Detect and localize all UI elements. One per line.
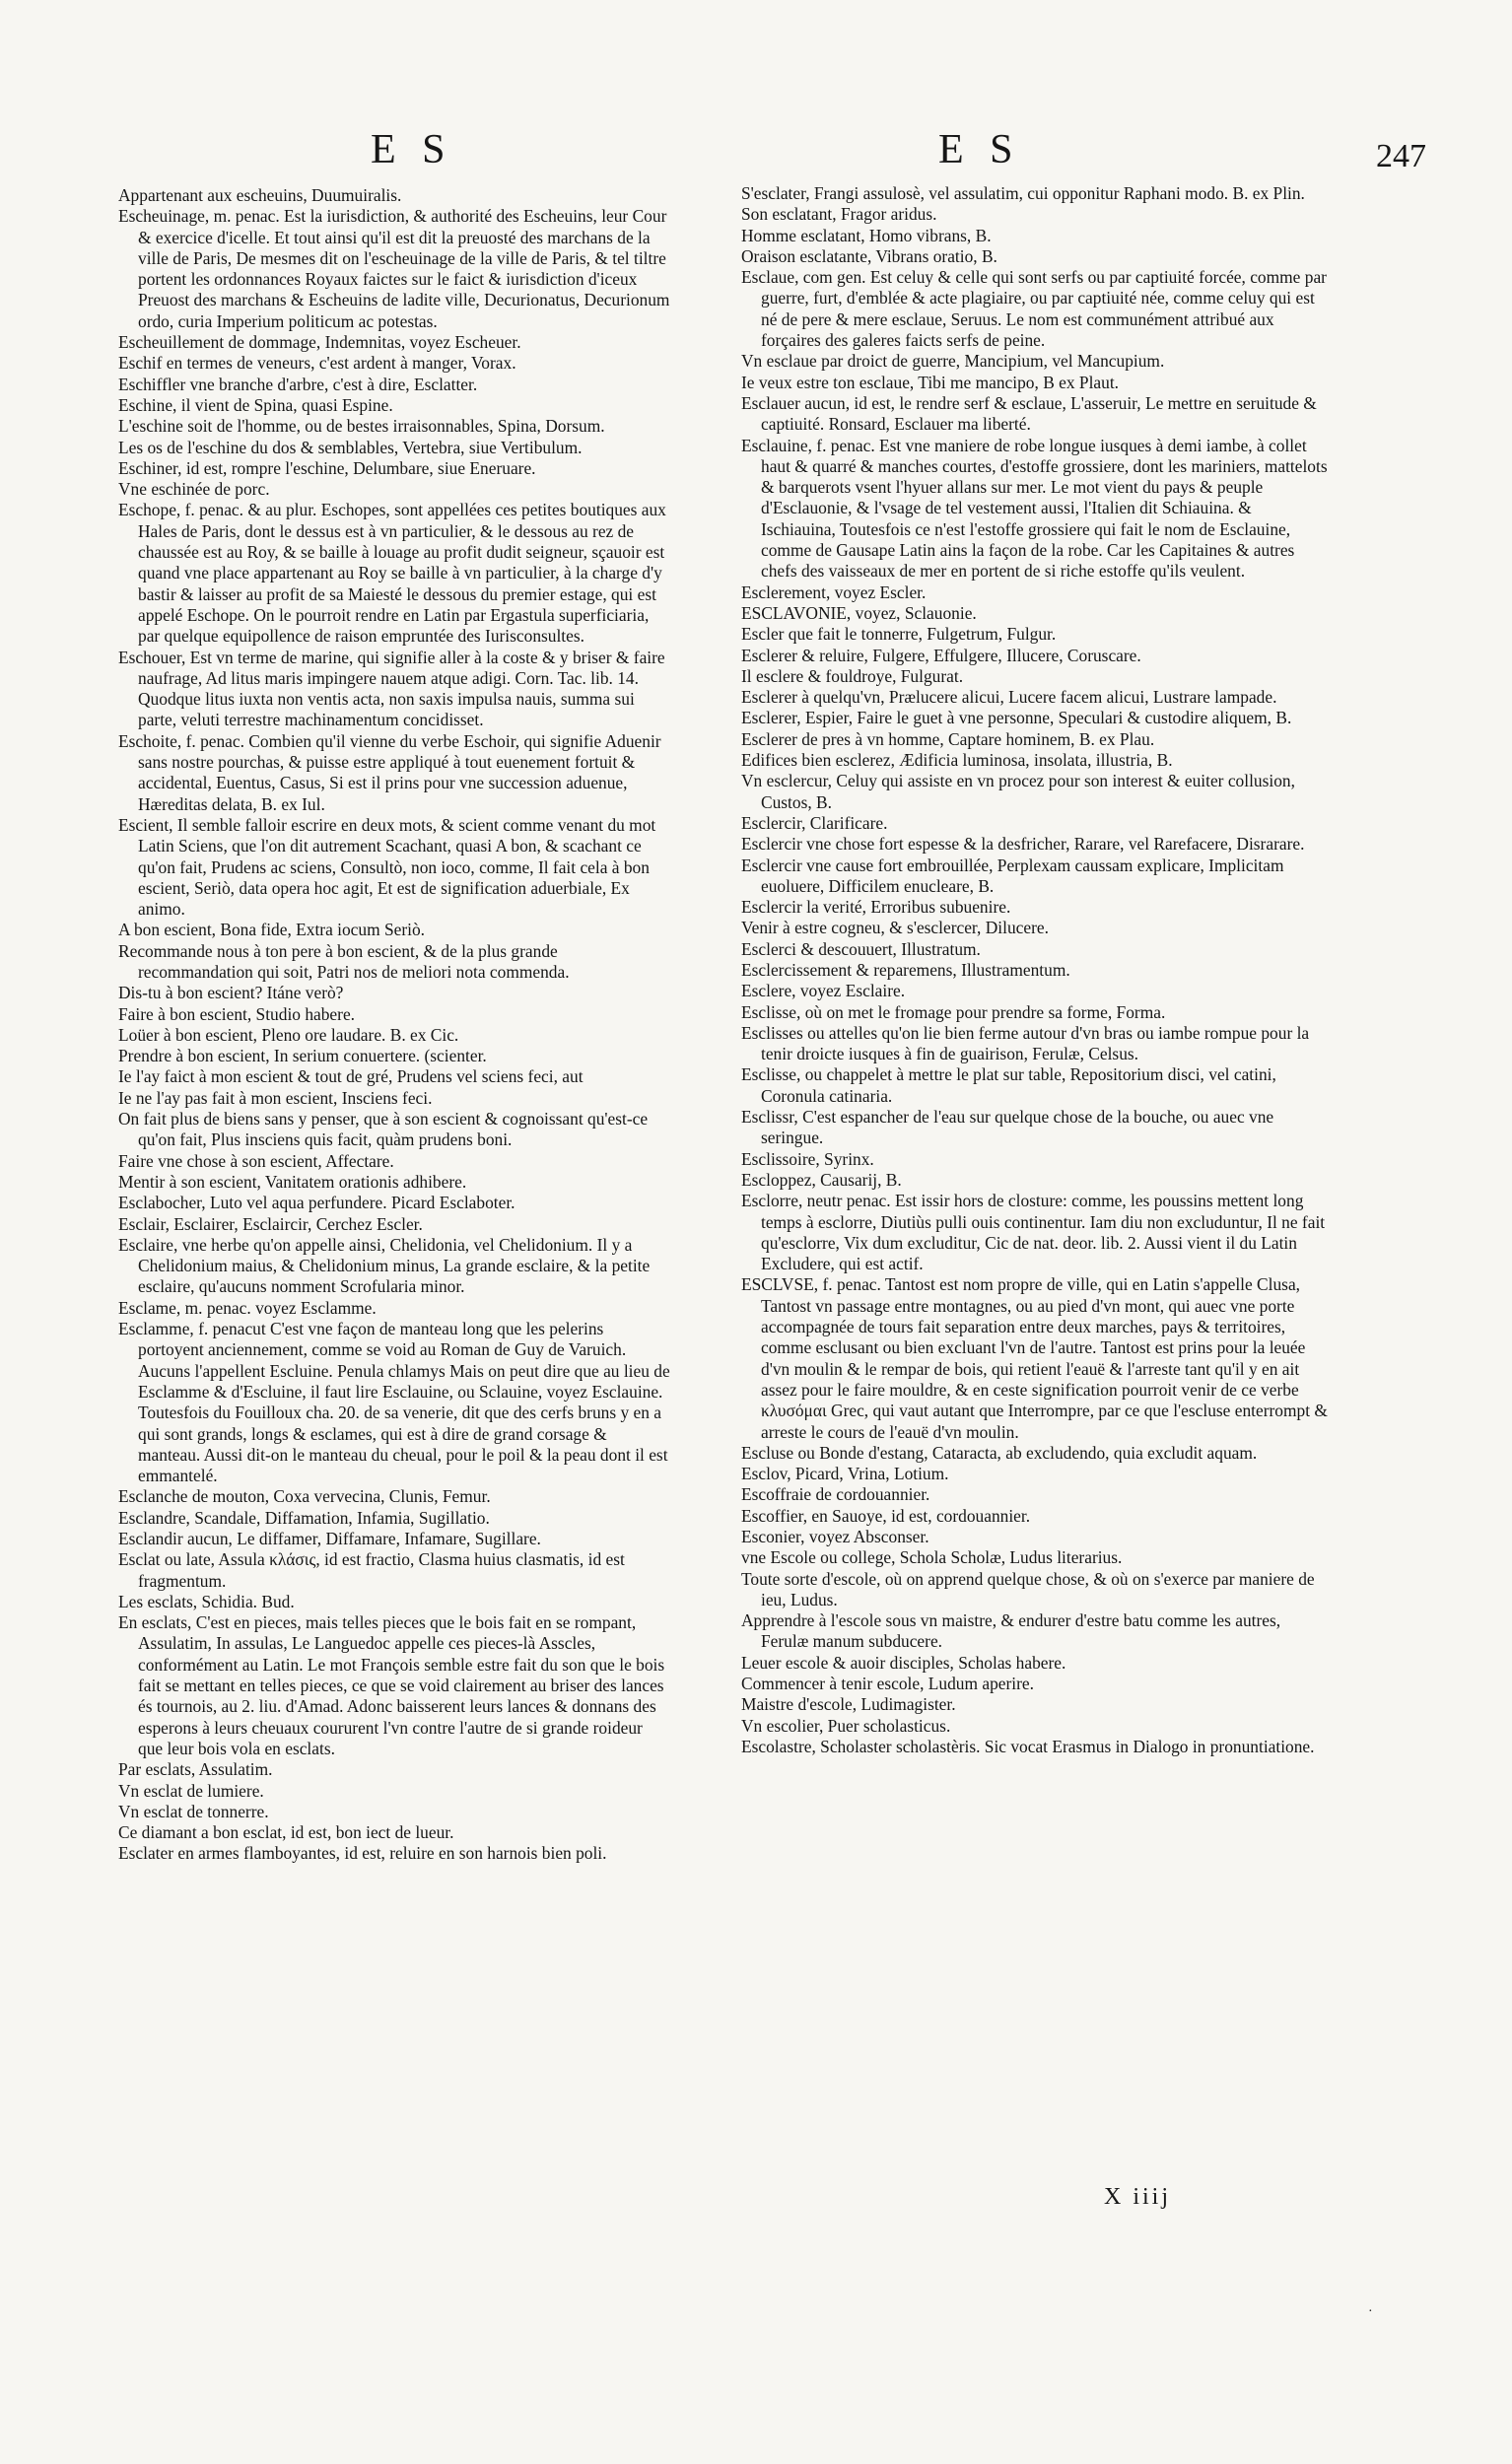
dictionary-entry: Eschine, il vient de Spina, quasi Espine. xyxy=(118,394,393,415)
dictionary-entry: Vn esclaue par droict de guerre, Mancipium, vel Mancupium. xyxy=(741,351,1165,372)
dictionary-entry: Esclaue, com gen. Est celuy & celle qui sont serfs ou par captiuité forcée, comme par guerre, furt, d'emblée & acte plagiaire, ou par captiuité née, comme celuy qui est né de pere & mere esclaue, Seruus. Le nom est communément attribué aux forçaires des galeres faicts serfs de peine. xyxy=(741,267,1327,351)
dictionary-entry: Esclanche de mouton, Coxa vervecina, Clunis, Femur. xyxy=(118,1486,491,1507)
dictionary-entry: Faire à bon escient, Studio habere. xyxy=(118,1003,356,1024)
dictionary-entry: Esclissr, C'est espancher de l'eau sur quelque chose de la bouche, ou auec vne seringue. xyxy=(741,1107,1274,1148)
dictionary-entry: Esclov, Picard, Vrina, Lotium. xyxy=(741,1464,949,1484)
dictionary-entry: Apprendre à l'escole sous vn maistre, & endurer d'estre batu comme les autres, Ferulæ manum subducere. xyxy=(741,1610,1281,1652)
dictionary-entry: Loüer à bon escient, Pleno ore laudare. B. ex Cic. xyxy=(118,1024,459,1045)
dictionary-entry: Esclabocher, Luto vel aqua perfundere. Picard Esclaboter. xyxy=(118,1193,515,1213)
dictionary-entry: Appartenant aux escheuins, Duumuiralis. xyxy=(118,185,402,205)
dictionary-entry: Escheuillement de dommage, Indemnitas, voyez Escheuer. xyxy=(118,332,521,353)
dictionary-entry: Escler que fait le tonnerre, Fulgetrum, Fulgur. xyxy=(741,624,1057,645)
dictionary-entry: Venir à estre cogneu, & s'esclercer, Dilucere. xyxy=(741,918,1049,938)
dictionary-entry: Eschoite, f. penac. Combien qu'il vienne du verbe Eschoir, qui signifie Aduenir sans nostre pourchas, & puisse estre appliqué à tout euenement fortuit & accidental, Euentus, Casus, Si est il prins pour vne succession aduenue, Hæreditas delata, B. ex Iul. xyxy=(118,730,661,814)
dictionary-entry: Esclercir vne chose fort espesse & la desfricher, Rarare, vel Rarefacere, Disrarare. xyxy=(741,834,1305,855)
dictionary-entry: Eschiffler vne branche d'arbre, c'est à dire, Esclatter. xyxy=(118,374,478,394)
dictionary-entry: Esclissoire, Syrinx. xyxy=(741,1148,874,1169)
dictionary-entry: Oraison esclatante, Vibrans oratio, B. xyxy=(741,245,997,266)
dictionary-entry: Vn esclercur, Celuy qui assiste en vn procez pour son interest & euiter collusion, Custos, B. xyxy=(741,771,1295,812)
left-column xyxy=(118,185,670,1865)
dictionary-entry: Esclercir la verité, Erroribus subuenire. xyxy=(741,897,1011,918)
dictionary-entry: vne Escole ou college, Schola Scholæ, Ludus literarius. xyxy=(741,1547,1123,1568)
dictionary-entry: Esclercir, Clarificare. xyxy=(741,812,888,833)
dictionary-entry: Escluse ou Bonde d'estang, Cataracta, ab excludendo, quia excludit aquam. xyxy=(741,1442,1258,1463)
dictionary-entry: Vn escolier, Puer scholasticus. xyxy=(741,1715,951,1736)
running-head-right: E S xyxy=(938,127,1021,172)
dictionary-entry: Esclandre, Scandale, Diffamation, Infamia, Sugillatio. xyxy=(118,1507,490,1528)
dictionary-entry: Esclerci & descouuert, Illustratum. xyxy=(741,938,981,959)
dictionary-entry: Escloppez, Causarij, B. xyxy=(741,1169,902,1190)
dictionary-entry: Esclerer à quelqu'vn, Prælucere alicui, Lucere facem alicui, Lustrare lampade. xyxy=(741,687,1277,708)
page-number: 247 xyxy=(1376,138,1426,174)
dictionary-entry: Homme esclatant, Homo vibrans, B. xyxy=(741,225,992,245)
dictionary-entry: Faire vne chose à son escient, Affectare. xyxy=(118,1150,394,1171)
dictionary-entry: Escoffier, en Sauoye, id est, cordouannier. xyxy=(741,1505,1031,1526)
signature-mark: X iiij xyxy=(1104,2184,1172,2210)
dictionary-entry: Commencer à tenir escole, Ludum aperire. xyxy=(741,1674,1034,1694)
dictionary-entry: Esclerer, Espier, Faire le guet à vne personne, Speculari & custodire aliquem, B. xyxy=(741,708,1292,728)
dictionary-entry: Esclorre, neutr penac. Est issir hors de closture: comme, les poussins mettent long temps à esclorre, Diutiùs pulli ouis continentur. Iam diu non excluduntur, Il ne fait qu'esclorre, Vix dum excluditur, Cic de nat. deor. lib. 2. Aussi vient il du Latin Excludere, qui est actif. xyxy=(741,1191,1326,1274)
dictionary-entry: Esclauine, f. penac. Est vne maniere de robe longue iusques à demi iambe, à collet haut & quarré & manches courtes, d'estoffe grossiere, dont les mariniers, mattelots & barquerots vsent l'hyuer allans sur mer. Le mot vient du pays & peuple d'Esclauonie, & l'vsage de tel vestement aussi, l'Italien dit Schiauina. & Ischiauina, Toutesfois ce n'est l'estoffe grossiere qui fait le nom de Esclauine, comme de Gausape Latin ains la façon de la robe. Car les Capitaines & autres chefs des vaisseaux de mer en portent de si riche estoffe qu'ils veulent. xyxy=(741,435,1328,582)
dictionary-entry: Il esclere & fouldroye, Fulgurat. xyxy=(741,665,964,686)
right-column xyxy=(741,183,1328,1757)
dictionary-entry: Ie veux estre ton esclaue, Tibi me mancipo, B ex Plaut. xyxy=(741,372,1120,392)
dictionary-entry: Vn esclat de tonnerre. xyxy=(118,1801,269,1821)
dictionary-entry: Esconier, voyez Absconser. xyxy=(741,1527,929,1546)
dictionary-entry: Esclercissement & reparemens, Illustramentum. xyxy=(741,959,1070,980)
dictionary-entry: Toute sorte d'escole, où on apprend quelque chose, & où on s'exerce par maniere de ieu, Ludus. xyxy=(741,1568,1315,1609)
dictionary-entry: Esclaire, vne herbe qu'on appelle ainsi, Chelidonia, vel Chelidonium. Il y a Chelidonium maius, & Chelidonium minus, La grande esclaire, & la petite esclaire, qu'aucuns nomment Scrofularia minor. xyxy=(118,1234,651,1297)
dictionary-entry: Esclisses ou attelles qu'on lie bien ferme autour d'vn bras ou iambe rompue pour la tenir droicte iusques à fin de guairison, Ferulæ, Celsus. xyxy=(741,1022,1310,1064)
dictionary-entry: Vn esclat de lumiere. xyxy=(118,1780,264,1801)
dictionary-entry: Esclater en armes flamboyantes, id est, reluire en son harnois bien poli. xyxy=(118,1843,607,1864)
dictionary-entry: Esclat ou late, Assula κλάσις, id est fractio, Clasma huius clasmatis, id est fragmentum. xyxy=(118,1549,625,1591)
dictionary-entry: Recommande nous à ton pere à bon escient, & de la plus grande recommandation qui soit, Patri nos de meliori nota commenda. xyxy=(118,940,570,982)
dictionary-entry: Esclair, Esclairer, Esclaircir, Cerchez Escler. xyxy=(118,1213,423,1234)
dictionary-entry: Eschiner, id est, rompre l'eschine, Delumbare, siue Eneruare. xyxy=(118,457,536,478)
dictionary-entry: En esclats, C'est en pieces, mais telles pieces que le bois fait en se rompant, Assulatim, In assulas, Le Languedoc appelle ces pieces-là Asscles, conformément au Latin. Le mot François semble estre fait du son que le bois fait se mettant en telles pieces, ce que se void clairement au briser des lances és tournois, au 2. liu. d'Amad. Adonc baisserent leurs lances & donnans des esperons à leurs cheuaux coururent l'vn contre l'autre de si grande roideur que leur bois vola en esclats. xyxy=(118,1612,665,1758)
dictionary-entry: Leuer escole & auoir disciples, Scholas habere. xyxy=(741,1652,1066,1673)
dictionary-entry: Son esclatant, Fragor aridus. xyxy=(741,204,937,225)
dictionary-entry: Esclandir aucun, Le diffamer, Diffamare, Infamare, Sugillare. xyxy=(118,1529,541,1548)
dictionary-entry: Prendre à bon escient, In serium conuertere. (scienter. xyxy=(118,1046,487,1066)
dictionary-entry: Dis-tu à bon escient? Itáne verò? xyxy=(118,983,344,1003)
dictionary-entry: Ie l'ay faict à mon escient & tout de gré, Prudens vel sciens feci, aut xyxy=(118,1066,584,1087)
dictionary-entry: Ie ne l'ay pas fait à mon escient, Insciens feci. xyxy=(118,1087,433,1108)
margin-mark: · xyxy=(1368,2304,1373,2319)
dictionary-entry: Maistre d'escole, Ludimagister. xyxy=(741,1694,956,1715)
dictionary-entry: Esclerement, voyez Escler. xyxy=(741,582,927,602)
dictionary-entry: On fait plus de biens sans y penser, que à son escient & cognoissant qu'est-ce qu'on fait, Plus insciens quis facit, quàm prudens boni. xyxy=(118,1109,649,1150)
dictionary-entry: Esclame, m. penac. voyez Esclamme. xyxy=(118,1297,377,1318)
dictionary-entry: Esclamme, f. penacut C'est vne façon de manteau long que les pelerins portoyent anciennement, comme se void au Roman de Guy de Varuich. Aucuns l'appellent Escluine. Penula chlamys Mais on peut dire que au lieu de Esclamme & d'Escluine, il faut lire Esclauine, ou Sclauine, voyez Esclauine. Toutesfois du Fouilloux cha. 20. de sa venerie, dit que des cerfs bruns y en a qui sont grands, longs & esclames, qui est à dire de grand corsage & manteau. Aussi dit-on le manteau du cheual, pour le poil & la peau dont il est emmantelé. xyxy=(118,1319,670,1486)
dictionary-entry: Escheuinage, m. penac. Est la iurisdiction, & authorité des Escheuins, leur Cour & exercice d'icelle. Et tout ainsi qu'il est dit la preuosté des marchans de la ville de Paris, De mesmes dit on l'escheuinage de la ville de Paris, & tel tiltre portent les ordonnances Royaux faictes sur le faict & iurisdiction d'iceux Preuost des marchans & Escheuins de ladite ville, Decurionatus, Decurionum ordo, curia Imperium politicum ac potestas. xyxy=(118,206,670,331)
dictionary-entry: ESCLAVONIE, voyez, Sclauonie. xyxy=(741,602,977,623)
dictionary-entry: Escoffraie de cordouannier. xyxy=(741,1484,930,1505)
dictionary-entry: Eschouer, Est vn terme de marine, qui signifie aller à la coste & y briser & faire naufrage, Ad litus maris impingere nauem atque adigi. Corn. Tac. lib. 14. Quodque litus iuxta non ventis acta, non saxis impulsa nauis, summa sui parte, veluti terrestre machinamentum concidisset. xyxy=(118,647,665,730)
dictionary-entry: Escient, Il semble falloir escrire en deux mots, & scient comme venant du mot Latin Sciens, que l'on dit autrement Scachant, quasi A bon, & scachant ce qu'on fait, Prudens ac sciens, Consultò, non ioco, comme, Il fait cela à bon escient, Seriò, data opera hoc agit, Et est de signification aduerbiale, Ex animo. xyxy=(118,814,656,920)
dictionary-entry: Par esclats, Assulatim. xyxy=(118,1759,273,1780)
dictionary-entry: Vne eschinée de porc. xyxy=(118,479,270,500)
dictionary-entry: Esclisse, où on met le fromage pour prendre sa forme, Forma. xyxy=(741,1001,1166,1022)
dictionary-entry: Esclercir vne cause fort embrouillée, Perplexam caussam explicare, Implicitam euoluere, Difficilem enucleare, B. xyxy=(741,855,1284,896)
dictionary-entry: ESCLVSE, f. penac. Tantost est nom propre de ville, qui en Latin s'appelle Clusa, Tantost vn passage entre montagnes, ou au pied d'vn mont, qui auec vne porte accompagnée de tours fait separation entre deux marches, pays & territoires, comme esclusant ou bien excluant l'vn de l'autre. Tantost est prins pour la leuée d'vn moulin & le rempar de bois, qui retient l'eauë & l'arreste tant qu'il y en ait assez pour le faire mouldre, & en ceste signification pourroit venir de ce verbe κλυσόμαι Grec, qui vaut autant que Interrompre, par ce que l'escluse enterrompt & arreste le cours de l'eauë d'vn moulin. xyxy=(741,1274,1328,1442)
dictionary-entry: Escolastre, Scholaster scholastèris. Sic vocat Erasmus in Dialogo in pronuntiatione. xyxy=(741,1736,1315,1756)
dictionary-entry: Eschope, f. penac. & au plur. Eschopes, sont appellées ces petites boutiques aux Hales de Paris, dont le dessus est à vn particulier, & le dessous au rez de chaussée est au Roy, & se baille à louage au profit dudit seigneur, sçauoir est quand vne place appartenant au Roy se baille à vn particulier, à la charge d'y bastir & laisser au profit de sa Maiesté le dessous du premier estage, qui est appelé Eschope. On le pourroit rendre en Latin par Ergastula superficiaria, par quelque equipollence de raison empruntée des Iurisconsultes. xyxy=(118,500,666,647)
dictionary-entry: A bon escient, Bona fide, Extra iocum Seriò. xyxy=(118,920,426,940)
dictionary-entry: Esclere, voyez Esclaire. xyxy=(741,981,906,1001)
dictionary-entry: L'eschine soit de l'homme, ou de bestes irraisonnables, Spina, Dorsum. xyxy=(118,416,605,437)
dictionary-entry: Esclerer de pres à vn homme, Captare hominem, B. ex Plau. xyxy=(741,728,1155,749)
dictionary-entry: Mentir à son escient, Vanitatem orationis adhibere. xyxy=(118,1171,467,1192)
dictionary-entry: Esclisse, ou chappelet à mettre le plat sur table, Repositorium disci, vel catini, Coronula catinaria. xyxy=(741,1064,1276,1106)
running-head-left: E S xyxy=(371,127,453,172)
dictionary-entry: Esclauer aucun, id est, le rendre serf & esclaue, L'asseruir, Le mettre en seruitude & captiuité. Ronsard, Esclauer ma liberté. xyxy=(741,392,1317,435)
dictionary-entry: Edifices bien esclerez, Ædificia luminosa, insolata, illustria, B. xyxy=(741,750,1173,771)
dictionary-entry: Les os de l'eschine du dos & semblables, Vertebra, siue Vertibulum. xyxy=(118,437,583,457)
dictionary-entry: Ce diamant a bon esclat, id est, bon iect de lueur. xyxy=(118,1822,454,1843)
dictionary-entry: Eschif en termes de veneurs, c'est ardent à manger, Vorax. xyxy=(118,353,516,374)
dictionary-entry: Les esclats, Schidia. Bud. xyxy=(118,1591,295,1611)
dictionary-entry: Esclerer & reluire, Fulgere, Effulgere, Illucere, Coruscare. xyxy=(741,645,1141,665)
dictionary-entry: S'esclater, Frangi assulosè, vel assulatim, cui opponitur Raphani modo. B. ex Plin. xyxy=(741,183,1305,203)
